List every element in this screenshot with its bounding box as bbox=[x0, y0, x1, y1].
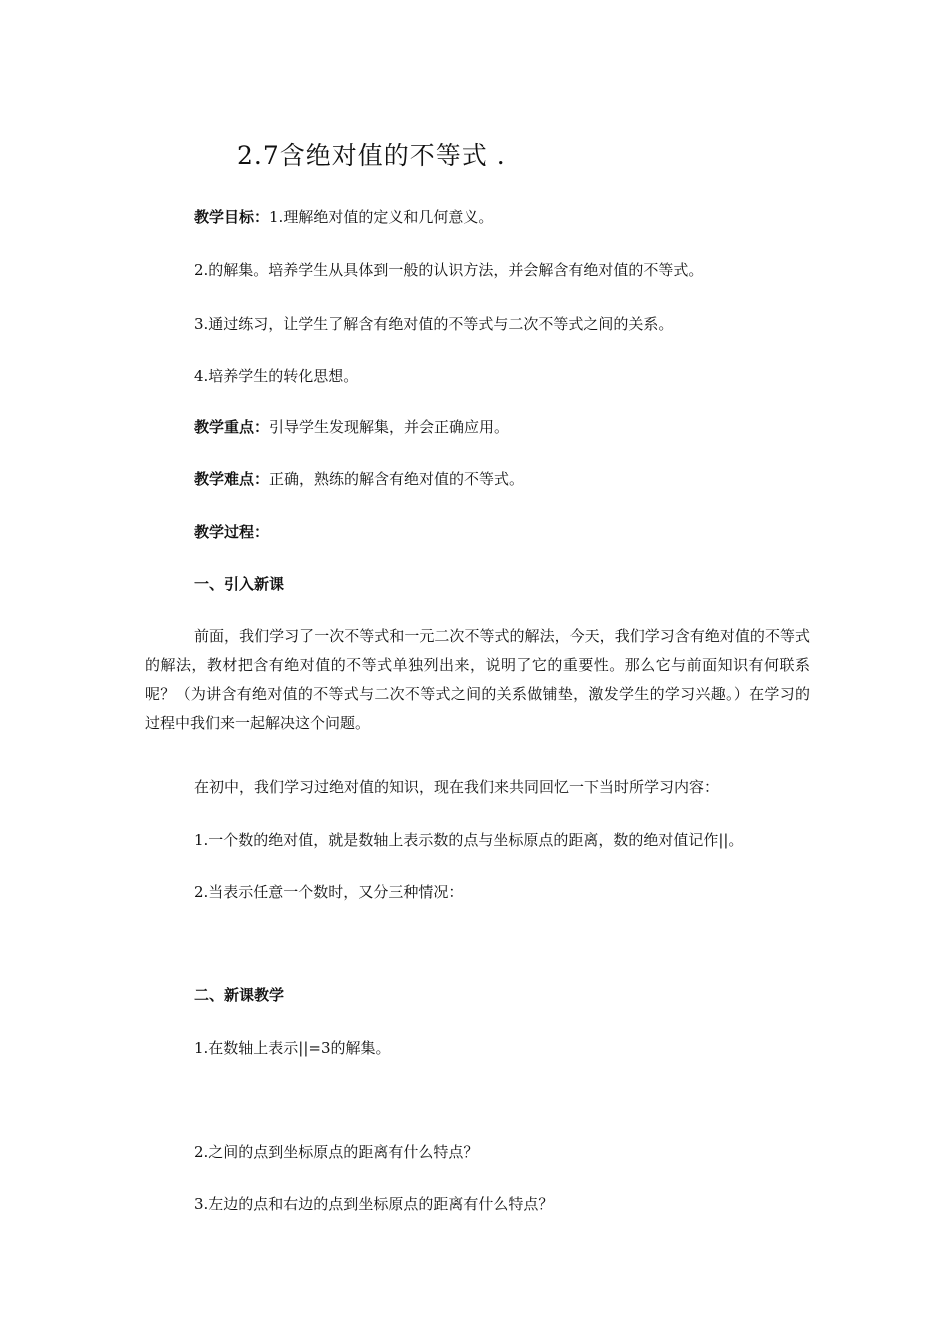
recall-paragraph: 在初中，我们学习过绝对值的知识，现在我们来共同回忆一下当时所学习内容： bbox=[194, 778, 720, 796]
key-point-label: 教学重点： bbox=[194, 418, 270, 436]
key-point-text: 引导学生发现解集，并会正确应用。 bbox=[269, 418, 510, 436]
difficulty-label: 教学难点： bbox=[194, 470, 270, 488]
section2-heading: 二、新课教学 bbox=[194, 986, 285, 1004]
key-point-line bbox=[194, 416, 509, 437]
new-lesson-item-1: 1.在数轴上表示||=3的解集。 bbox=[194, 1039, 391, 1057]
intro-paragraph-text: 前面，我们学习了一次不等式和一元二次不等式的解法，今天，我们学习含有绝对值的不等式的解法，教材把含有绝对值的不等式单独列出来，说明了它的重要性。那么它与前面知识有何联系呢？（为讲含有绝对值的不等式与二次不等式之间的关系做铺垫，激发学生的学习兴趣。）在学习的过程中我们来一起解决这个问题。 bbox=[145, 627, 810, 732]
recall-item-1: 1.一个数的绝对值，就是数轴上表示数的点与坐标原点的距离，数的绝对值记作||。 bbox=[194, 831, 744, 849]
intro-paragraph bbox=[145, 622, 810, 738]
objectives-label: 教学目标： bbox=[194, 208, 270, 226]
document-title: 2.7含绝对值的不等式 . bbox=[237, 141, 506, 170]
new-lesson-item-2: 2.之间的点到坐标原点的距离有什么特点？ bbox=[194, 1143, 479, 1161]
objective-item-2: 2.的解集。培养学生从具体到一般的认识方法，并会解含有绝对值的不等式。 bbox=[194, 261, 704, 279]
process-label: 教学过程： bbox=[194, 523, 270, 541]
difficulty-text: 正确，熟练的解含有绝对值的不等式。 bbox=[269, 470, 525, 488]
objective-item-1: 1.理解绝对值的定义和几何意义。 bbox=[269, 208, 494, 226]
difficulty-line bbox=[194, 468, 524, 489]
new-lesson-item-3: 3.左边的点和右边的点到坐标原点的距离有什么特点？ bbox=[194, 1195, 554, 1213]
section1-heading: 一、引入新课 bbox=[194, 575, 285, 593]
objectives-line bbox=[194, 206, 493, 227]
recall-item-2: 2.当表示任意一个数时，又分三种情况： bbox=[194, 883, 464, 901]
objective-item-3: 3.通过练习，让学生了解含有绝对值的不等式与二次不等式之间的关系。 bbox=[194, 315, 674, 333]
objective-item-4: 4.培养学生的转化思想。 bbox=[194, 367, 359, 385]
